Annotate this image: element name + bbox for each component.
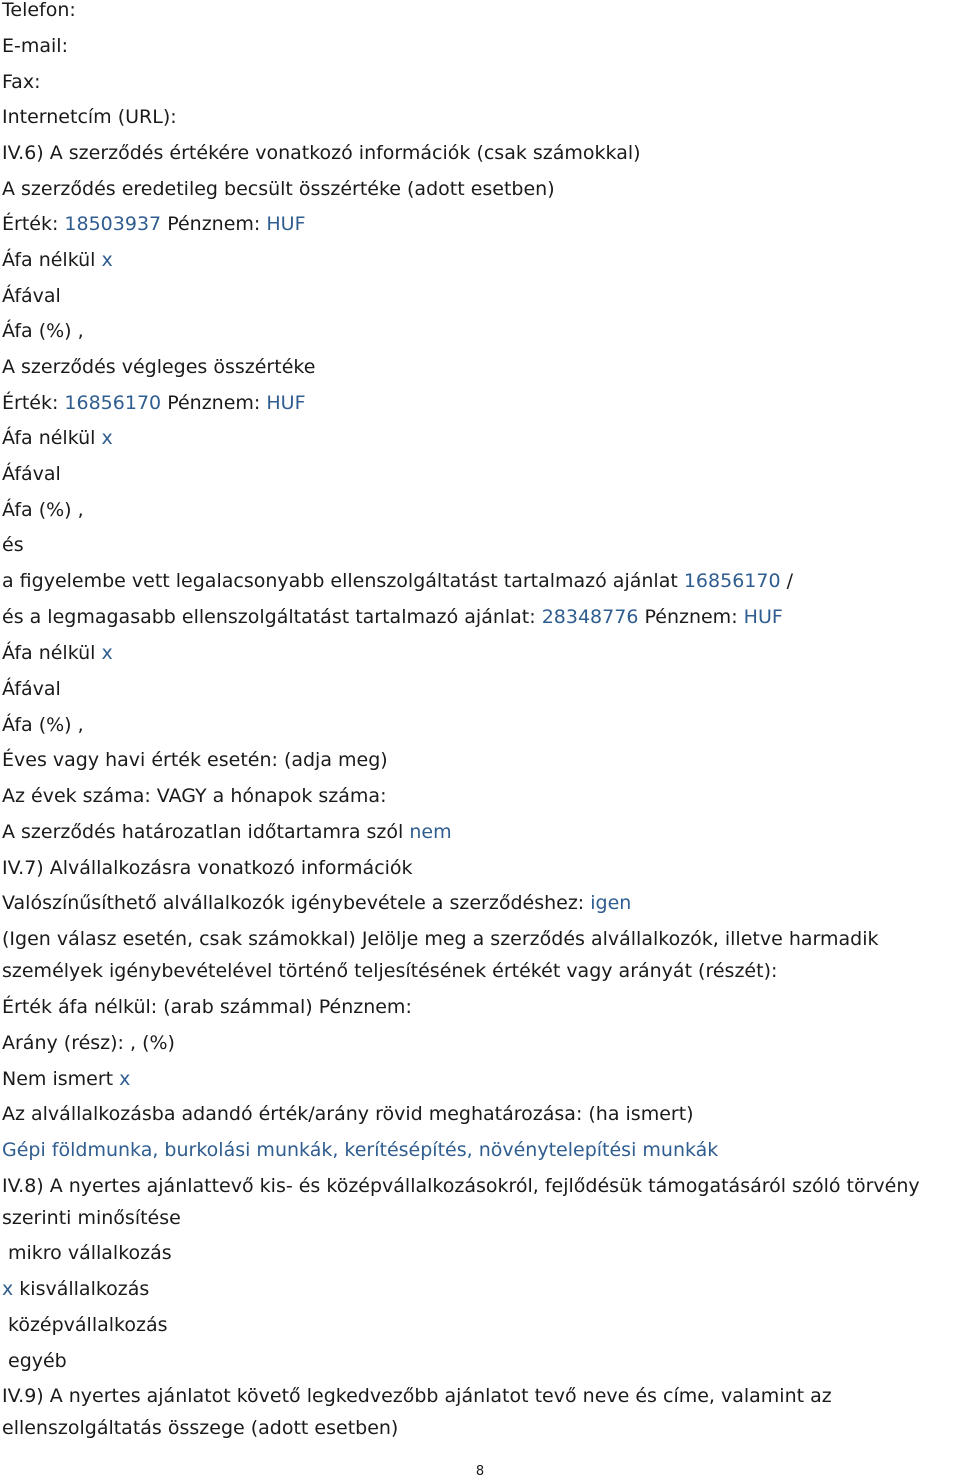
final-value-title: A szerződés végleges összértéke: [2, 356, 316, 378]
original-value-line: [2, 212, 306, 236]
indefinite-value: nem: [409, 821, 452, 843]
value-label: Érték:: [2, 213, 59, 235]
option-small-enterprise: [2, 1277, 149, 1301]
phone-label: Telefon:: [2, 0, 76, 21]
final-value-line: [2, 391, 306, 415]
section-4-6-heading: IV.6) A szerződés értékére vonatkozó információk (csak számokkal): [2, 142, 641, 164]
subcontract-description-label: Az alvállalkozásba adandó érték/arány rövid meghatározása: (ha ismert): [2, 1103, 694, 1125]
subcontract-description-value: Gépi földmunka, burkolási munkák, kerítésépítés, növénytelepítési munkák: [2, 1139, 719, 1161]
with-vat-label: Áfával: [2, 463, 61, 485]
no-vat-line: [2, 248, 113, 272]
subcontractor-likely-line: [2, 891, 631, 915]
no-vat-label: Áfa nélkül: [2, 249, 96, 271]
annual-monthly-label: Éves vagy havi érték esetén: (adja meg): [2, 749, 388, 771]
page-number: 8: [475, 1464, 485, 1479]
lowest-offer-label: a figyelembe vett legalacsonyabb ellenszolgáltatást tartalmazó ajánlat: [2, 570, 678, 592]
currency-value: HUF: [266, 213, 306, 235]
currency-label: Pénznem:: [167, 213, 261, 235]
email-label: E-mail:: [2, 35, 68, 57]
indefinite-line: [2, 820, 452, 844]
original-value: 18503937: [64, 213, 162, 235]
final-value: 16856170: [64, 392, 162, 414]
vat-percent-label: Áfa (%) ,: [2, 714, 84, 736]
lowest-offer-line: [2, 569, 793, 593]
no-vat-line: [2, 641, 113, 665]
no-vat-label: Áfa nélkül: [2, 427, 96, 449]
and-label: és: [2, 534, 24, 556]
option-micro-enterprise: mikro vállalkozás: [8, 1242, 172, 1264]
original-value-title: A szerződés eredetileg becsült összértéke (adott esetben): [2, 178, 555, 200]
slash-separator: /: [786, 570, 794, 592]
with-vat-label: Áfával: [2, 285, 61, 307]
subcontract-paragraph-line-2: személyek igénybevételével történő teljesítésének értékét vagy arányát (részét):: [2, 960, 778, 982]
no-vat-label: Áfa nélkül: [2, 642, 96, 664]
lowest-offer-value: 16856170: [683, 570, 781, 592]
section-4-8-heading-line-1: IV.8) A nyertes ajánlattevő kis- és középvállalkozásokról, fejlődésük támogatásáról szóló törvény: [2, 1175, 920, 1197]
value-label: Érték:: [2, 392, 59, 414]
section-4-9-heading-line-2: ellenszolgáltatás összege (adott esetben): [2, 1417, 399, 1439]
currency-value: HUF: [266, 392, 306, 414]
small-enterprise-mark: x: [2, 1278, 14, 1300]
fax-label: Fax:: [2, 71, 41, 93]
unknown-mark: x: [119, 1068, 131, 1090]
highest-offer-line: [2, 605, 783, 629]
option-other: egyéb: [8, 1350, 67, 1372]
url-label: Internetcím (URL):: [2, 106, 177, 128]
vat-percent-label: Áfa (%) ,: [2, 320, 84, 342]
no-vat-mark: x: [101, 249, 113, 271]
option-medium-enterprise: középvállalkozás: [8, 1314, 168, 1336]
subcontract-paragraph-line-1: (Igen válasz esetén, csak számokkal) Jelölje meg a szerződés alvállalkozók, illetve harmadik: [2, 928, 879, 950]
currency-value: HUF: [743, 606, 783, 628]
currency-label: Pénznem:: [644, 606, 738, 628]
unknown-label: Nem ismert: [2, 1068, 114, 1090]
section-4-7-heading: IV.7) Alvállalkozásra vonatkozó információk: [2, 857, 413, 879]
ratio-label: Arány (rész): , (%): [2, 1032, 175, 1054]
subcontractor-likely-label: Valószínűsíthető alvállalkozók igénybevétele a szerződéshez:: [2, 892, 585, 914]
small-enterprise-label: kisvállalkozás: [19, 1278, 150, 1300]
highest-offer-label: és a legmagasabb ellenszolgáltatást tartalmazó ajánlat:: [2, 606, 536, 628]
section-4-8-heading-line-2: szerinti minősítése: [2, 1207, 181, 1229]
no-vat-mark: x: [101, 642, 113, 664]
currency-label: Pénznem:: [167, 392, 261, 414]
indefinite-label: A szerződés határozatlan időtartamra szól: [2, 821, 404, 843]
highest-offer-value: 28348776: [541, 606, 639, 628]
unknown-line: [2, 1067, 130, 1091]
no-vat-line: [2, 426, 113, 450]
no-vat-mark: x: [101, 427, 113, 449]
section-4-9-heading-line-1: IV.9) A nyertes ajánlatot követő legkedvezőbb ajánlatot tevő neve és címe, valamint az: [2, 1385, 832, 1407]
with-vat-label: Áfával: [2, 678, 61, 700]
vat-percent-label: Áfa (%) ,: [2, 499, 84, 521]
value-no-vat-label: Érték áfa nélkül: (arab számmal) Pénznem:: [2, 996, 412, 1018]
years-months-label: Az évek száma: VAGY a hónapok száma:: [2, 785, 387, 807]
subcontractor-likely-value: igen: [590, 892, 632, 914]
